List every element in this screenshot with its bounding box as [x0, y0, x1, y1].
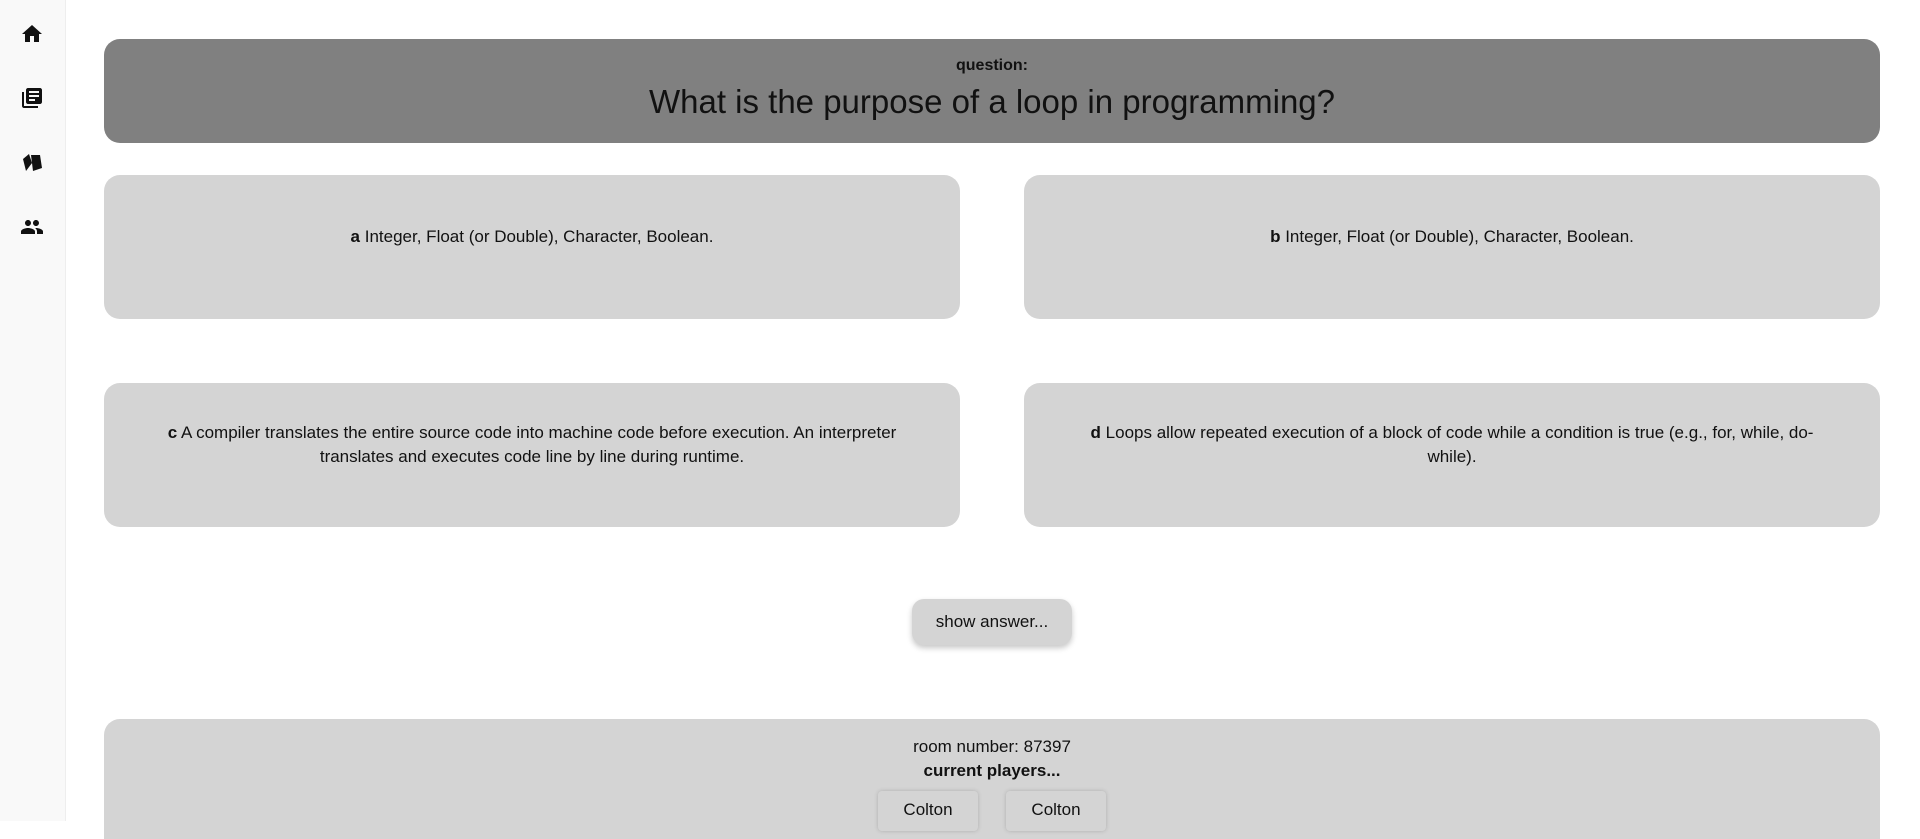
- question-text: What is the purpose of a loop in programming?: [648, 83, 1336, 120]
- question-label: question:: [956, 57, 1028, 74]
- room-number: room number: 87397: [913, 737, 1071, 756]
- answer-option-d-content: [1084, 421, 1820, 469]
- library-books-icon: [20, 86, 44, 110]
- people-icon: [20, 215, 44, 239]
- player-chip: Colton: [1006, 791, 1106, 831]
- option-text: Integer, Float (or Double), Character, Boolean.: [1285, 227, 1634, 246]
- answer-option-c[interactable]: [104, 383, 960, 527]
- home-icon: [20, 22, 44, 46]
- answer-option-b[interactable]: [1024, 175, 1880, 319]
- option-text: A compiler translates the entire source code into machine code before execution. An interpreter translates and executes code line by line during runtime.: [180, 423, 897, 466]
- option-letter: b: [1270, 227, 1281, 246]
- player-list: [104, 791, 1880, 831]
- option-letter: d: [1090, 423, 1101, 442]
- answer-option-d[interactable]: [1024, 383, 1880, 527]
- option-letter: c: [167, 423, 178, 442]
- nav-cards-button[interactable]: [13, 144, 51, 182]
- nav-people-button[interactable]: [13, 208, 51, 246]
- answer-option-c-content: [164, 421, 900, 469]
- option-text: Integer, Float (or Double), Character, Boolean.: [364, 227, 714, 246]
- room-panel: [104, 719, 1880, 839]
- question-card: [104, 39, 1880, 143]
- player-chip: Colton: [878, 791, 978, 831]
- sidebar: [0, 0, 66, 821]
- nav-home-button[interactable]: [13, 15, 51, 53]
- nav-library-button[interactable]: [13, 79, 51, 117]
- answer-option-a-content: [351, 225, 714, 249]
- option-letter: a: [350, 227, 361, 246]
- current-players-label: current players...: [923, 761, 1061, 780]
- option-text: Loops allow repeated execution of a block of code while a condition is true (e.g., for, while, do-while).: [1105, 423, 1814, 466]
- answer-option-a[interactable]: [104, 175, 960, 319]
- show-answer-button[interactable]: show answer...: [912, 599, 1072, 645]
- cards-icon: [20, 151, 44, 175]
- answer-option-b-content: [1270, 225, 1634, 249]
